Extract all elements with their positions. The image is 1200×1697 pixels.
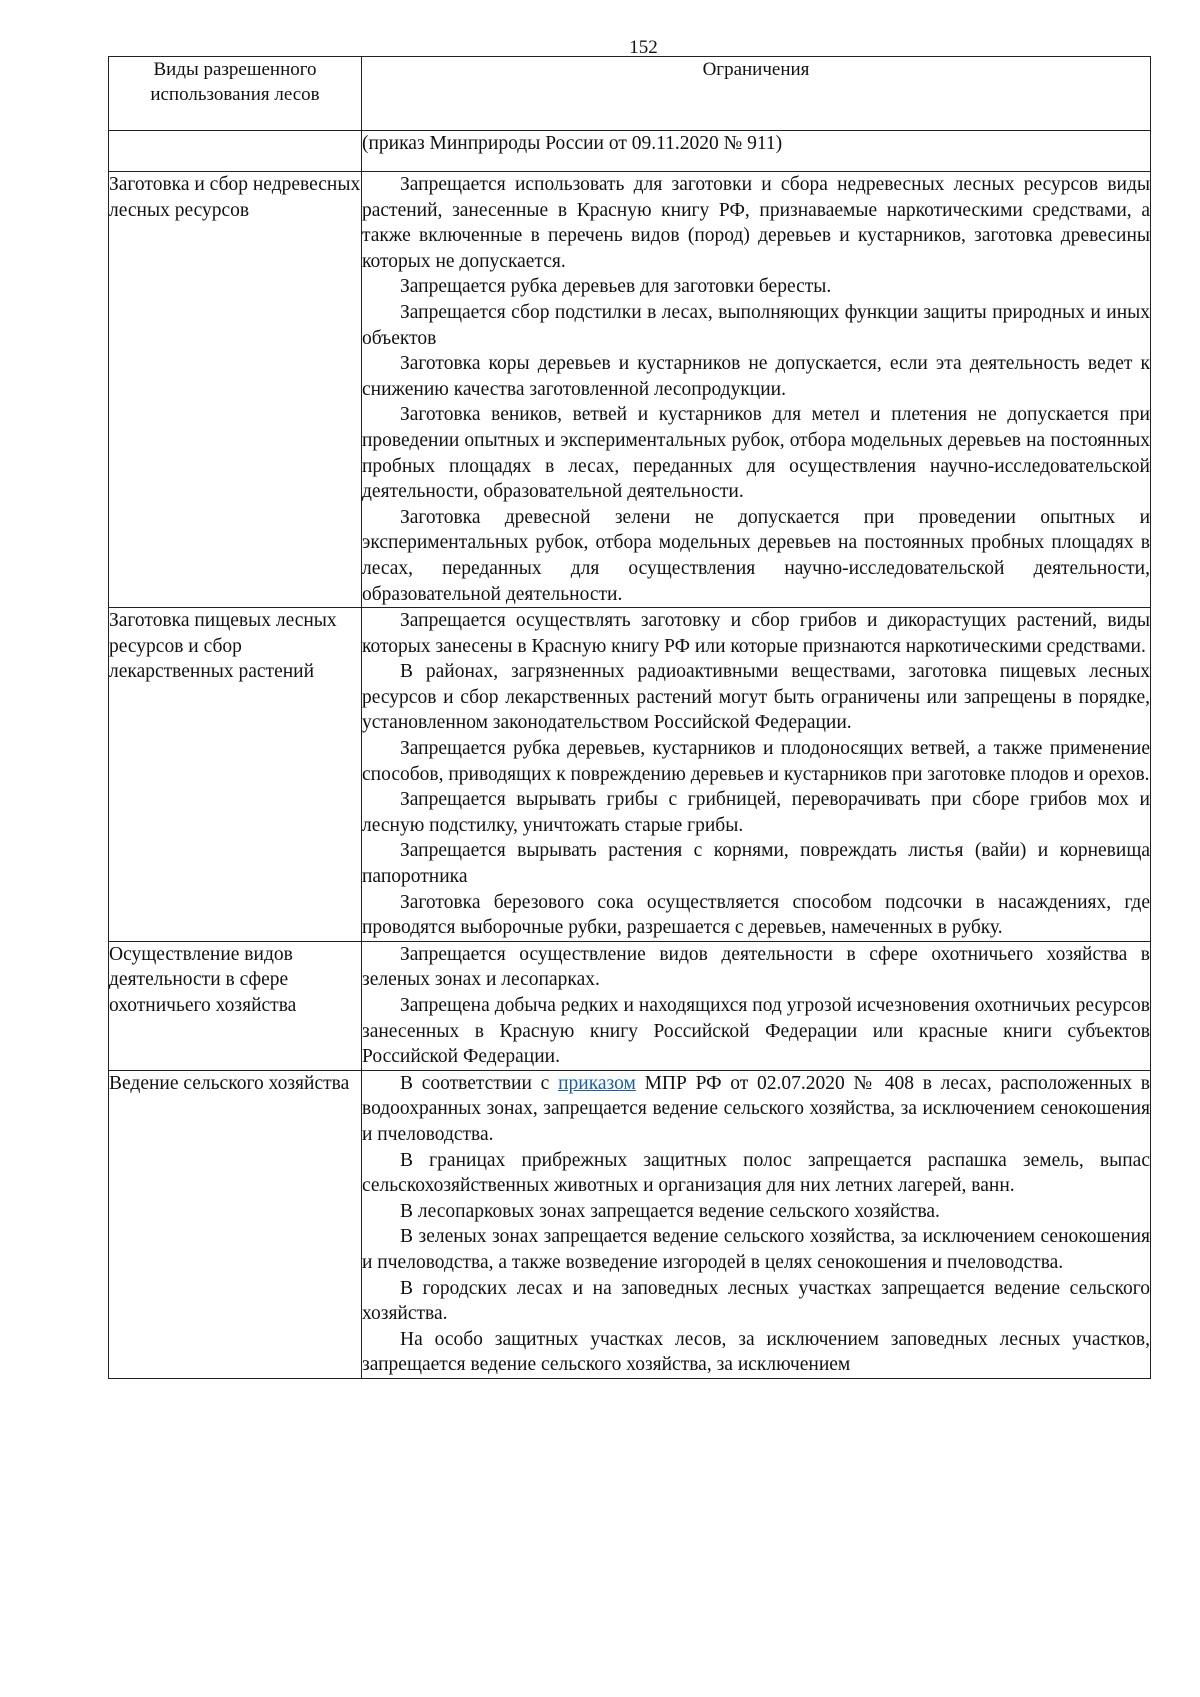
- restrictions-cell: [362, 172, 1151, 608]
- restriction-paragraph: Запрещается сбор подстилки в лесах, выполняющих функции защиты природных и иных объектов: [362, 301, 1150, 349]
- restriction-paragraph: Запрещается вырывать растения с корнями, повреждать листья (вайи) и корневища папоротника: [362, 840, 1150, 888]
- table-row: [109, 1070, 1151, 1378]
- table-row: [109, 941, 1151, 1070]
- paragraph-text: МПР РФ от 02.07.2020 № 408 в лесах, расположенных в водоохранных зонах, запрещается ведение сельского хозяйства, за исключением сенокошения и пчеловодства.: [362, 1072, 1150, 1145]
- restriction-paragraph: Заготовка березового сока осуществляется способом подсочки в насаждениях, где проводятся выборочные рубки, разрешается с деревьев, намеченных в рубку.: [362, 891, 1150, 939]
- order-reference: (приказ Минприроды России от 09.11.2020 № 911): [362, 131, 1151, 172]
- header-restrictions: Ограничения: [362, 57, 1151, 131]
- restriction-paragraph: Запрещается рубка деревьев, кустарников и плодоносящих ветвей, а также применение способов, приводящих к повреждению деревьев и кустарников при заготовке плодов и орехов.: [362, 738, 1150, 785]
- use-type-cell: Ведение сельского хозяйства: [109, 1070, 362, 1378]
- restriction-paragraph: Запрещается осуществлять заготовку и сбор грибов и дикорастущих растений, виды которых занесены в Красную книгу РФ или которые признаются наркотическими средствами.: [362, 610, 1150, 657]
- header-forest-use-types: Виды разрешенного использования лесов: [109, 57, 362, 131]
- use-type-cell: Заготовка пищевых лесных ресурсов и сбор лекарственных растений: [109, 608, 362, 942]
- restriction-paragraph: Заготовка веников, ветвей и кустарников для метел и плетения не допускается при проведении опытных и экспериментальных рубок, отбора модельных деревьев на постоянных пробных площадях в лесах, переданных для осуществления научно-исследовательской деятельности, образовательной деятельности.: [362, 404, 1150, 503]
- restriction-paragraph: В границах прибрежных защитных полос запрещается распашка земель, выпас сельскохозяйственных животных и организация для них летних лагерей, ванн.: [362, 1149, 1150, 1197]
- restriction-paragraph: В зеленых зонах запрещается ведение сельского хозяйства, за исключением сенокошения и пчеловодства, а также возведение изгородей в целях сенокошения и пчеловодства.: [362, 1226, 1150, 1273]
- restriction-paragraph: Запрещается использовать для заготовки и сбора недревесных лесных ресурсов виды растений, занесенные в Красную книгу РФ, признаваемые наркотическими средствами, а также включенные в перечень видов (пород) деревьев и кустарников, заготовка древесины которых не допускается.: [362, 174, 1150, 272]
- page-number: 152: [629, 37, 658, 58]
- restrictions-table: [108, 56, 1151, 1379]
- restriction-paragraph: В городских лесах и на заповедных лесных участках запрещается ведение сельского хозяйства.: [362, 1277, 1150, 1325]
- restriction-paragraph: Заготовка коры деревьев и кустарников не допускается, если эта деятельность ведет к снижению качества заготовленной лесопродукции.: [362, 353, 1150, 400]
- restrictions-cell: [362, 1070, 1151, 1378]
- restriction-paragraph: [362, 1071, 1150, 1148]
- restriction-paragraph: Запрещена добыча редких и находящихся под угрозой исчезновения охотничьих ресурсов занесенных в Красную книгу Российской Федерации или красные книги субъектов Российской Федерации.: [362, 995, 1150, 1068]
- restriction-paragraph: На особо защитных участках лесов, за исключением заповедных лесных участков, запрещается ведение сельского хозяйства, за исключением: [362, 1328, 1150, 1376]
- restriction-paragraph: В районах, загрязненных радиоактивными веществами, заготовка пищевых лесных ресурсов и сбор лекарственных растений могут быть ограничены или запрещены в порядке, установленном законодательством Российской Федерации.: [362, 661, 1150, 734]
- restriction-paragraph: Запрещается осуществление видов деятельности в сфере охотничьего хозяйства в зеленых зонах и лесопарках.: [362, 943, 1150, 991]
- table-header-row: [109, 57, 1151, 131]
- paragraph-text: В соответствии с: [400, 1072, 559, 1094]
- empty-cell: [109, 131, 362, 172]
- restrictions-cell: [362, 941, 1151, 1070]
- restriction-paragraph: Заготовка древесной зелени не допускается при проведении опытных и экспериментальных рубок, отбора модельных деревьев на постоянных пробных площадях в лесах, переданных для осуществления научно-исследовательской деятельности, образовательной деятельности.: [362, 506, 1150, 605]
- order-link[interactable]: приказом: [558, 1072, 636, 1094]
- restrictions-cell: [362, 608, 1151, 942]
- table-row: [109, 172, 1151, 608]
- restriction-paragraph: В лесопарковых зонах запрещается ведение сельского хозяйства.: [400, 1200, 940, 1222]
- table-row: [109, 131, 1151, 172]
- use-type-cell: Осуществление видов деятельности в сфере охотничьего хозяйства: [109, 941, 362, 1070]
- restriction-paragraph: Запрещается рубка деревьев для заготовки бересты.: [400, 276, 832, 298]
- table-row: [109, 608, 1151, 942]
- use-type-cell: Заготовка и сбор недревесных лесных ресурсов: [109, 172, 362, 608]
- restriction-paragraph: Запрещается вырывать грибы с грибницей, переворачивать при сборе грибов мох и лесную подстилку, уничтожать старые грибы.: [362, 789, 1150, 836]
